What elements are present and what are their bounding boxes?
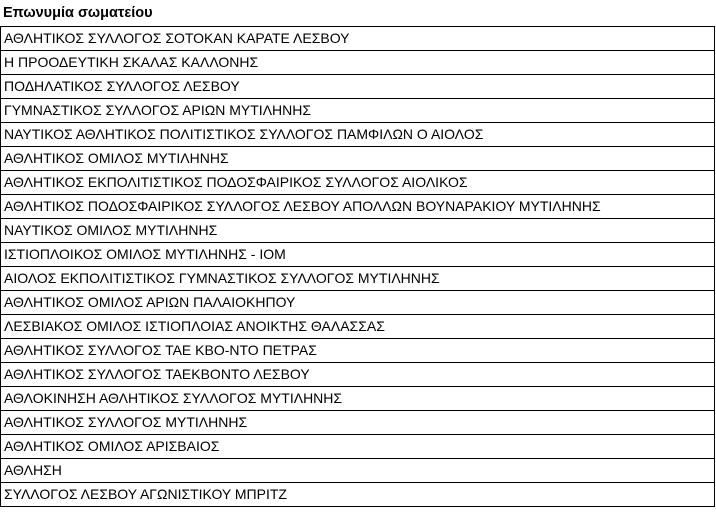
club-name-cell[interactable]: ΑΘΛΗΤΙΚΟΣ ΟΜΙΛΟΣ ΑΡΙΣΒΑΙΟΣ [1,435,715,459]
table-row [1,123,715,147]
clubs-table-body [1,27,715,507]
club-name-cell[interactable]: ΑΘΛΟΚΙΝΗΣΗ ΑΘΛΗΤΙΚΟΣ ΣΥΛΛΟΓΟΣ ΜΥΤΙΛΗΝΗΣ [1,387,715,411]
table-row [1,387,715,411]
club-name-cell[interactable]: ΑΙΟΛΟΣ ΕΚΠΟΛΙΤΙΣΤΙΚΟΣ ΓΥΜΝΑΣΤΙΚΟΣ ΣΥΛΛΟΓΟΣ ΜΥΤΙΛΗΝΗΣ [1,267,715,291]
table-row [1,219,715,243]
club-name-cell[interactable]: ΛΕΣΒΙΑΚΟΣ ΟΜΙΛΟΣ ΙΣΤΙΟΠΛΟΙΑΣ ΑΝΟΙΚΤΗΣ ΘΑΛΑΣΣΑΣ [1,315,715,339]
club-name-cell[interactable]: ΙΣΤΙΟΠΛΟΙΚΟΣ ΟΜΙΛΟΣ ΜΥΤΙΛΗΝΗΣ - ΙΟΜ [1,243,715,267]
club-name-cell[interactable]: ΓΥΜΝΑΣΤΙΚΟΣ ΣΥΛΛΟΓΟΣ ΑΡΙΩΝ ΜΥΤΙΛΗΝΗΣ [1,99,715,123]
table-row [1,267,715,291]
table-row [1,291,715,315]
club-name-cell[interactable]: ΑΘΛΗΤΙΚΟΣ ΟΜΙΛΟΣ ΜΥΤΙΛΗΝΗΣ [1,147,715,171]
table-row [1,51,715,75]
club-name-cell[interactable]: ΑΘΛΗΤΙΚΟΣ ΠΟΔΟΣΦΑΙΡΙΚΟΣ ΣΥΛΛΟΓΟΣ ΛΕΣΒΟΥ ΑΠΟΛΛΩΝ ΒΟΥΝΑΡΑΚΙΟΥ ΜΥΤΙΛΗΝΗΣ [1,195,715,219]
club-name-cell[interactable]: Η ΠΡΟΟΔΕΥΤΙΚΗ ΣΚΑΛΑΣ ΚΑΛΛΟΝΗΣ [1,51,715,75]
club-name-cell[interactable]: ΑΘΛΗΤΙΚΟΣ ΣΥΛΛΟΓΟΣ ΣΟΤΟΚΑΝ ΚΑΡΑΤΕ ΛΕΣΒΟΥ [1,27,715,51]
table-row [1,483,715,507]
club-name-cell[interactable]: ΑΘΛΗΤΙΚΟΣ ΣΥΛΛΟΓΟΣ ΜΥΤΙΛΗΝΗΣ [1,411,715,435]
table-row [1,363,715,387]
club-name-cell[interactable]: ΑΘΛΗΤΙΚΟΣ ΣΥΛΛΟΓΟΣ ΤΑΕ ΚΒΟ-ΝΤΟ ΠΕΤΡΑΣ [1,339,715,363]
table-row [1,75,715,99]
table-row [1,99,715,123]
club-name-cell[interactable]: ΠΟΔΗΛΑΤΙΚΟΣ ΣΥΛΛΟΓΟΣ ΛΕΣΒΟΥ [1,75,715,99]
club-name-cell[interactable]: ΑΘΛΗΤΙΚΟΣ ΕΚΠΟΛΙΤΙΣΤΙΚΟΣ ΠΟΔΟΣΦΑΙΡΙΚΟΣ ΣΥΛΛΟΓΟΣ ΑΙΟΛΙΚΟΣ [1,171,715,195]
table-row [1,27,715,51]
club-name-cell[interactable]: ΝΑΥΤΙΚΟΣ ΑΘΛΗΤΙΚΟΣ ΠΟΛΙΤΙΣΤΙΚΟΣ ΣΥΛΛΟΓΟΣ ΠΑΜΦΙΛΩΝ Ο ΑΙΟΛΟΣ [1,123,715,147]
club-name-cell[interactable]: ΑΘΛΗΤΙΚΟΣ ΟΜΙΛΟΣ ΑΡΙΩΝ ΠΑΛΑΙΟΚΗΠΟΥ [1,291,715,315]
club-name-cell[interactable]: ΑΘΛΗΣΗ [1,459,715,483]
club-name-cell[interactable]: ΝΑΥΤΙΚΟΣ ΟΜΙΛΟΣ ΜΥΤΙΛΗΝΗΣ [1,219,715,243]
table-row [1,195,715,219]
table-row [1,315,715,339]
table-row [1,339,715,363]
table-row [1,435,715,459]
column-header[interactable]: Επωνυμία σωματείου [3,5,153,21]
table-row [1,243,715,267]
table-row [1,411,715,435]
table-row [1,147,715,171]
clubs-table [0,26,715,507]
club-name-cell[interactable]: ΑΘΛΗΤΙΚΟΣ ΣΥΛΛΟΓΟΣ ΤΑΕΚΒΟΝΤΟ ΛΕΣΒΟΥ [1,363,715,387]
club-name-cell[interactable]: ΣΥΛΛΟΓΟΣ ΛΕΣΒΟΥ ΑΓΩΝΙΣΤΙΚΟΥ ΜΠΡΙΤΖ [1,483,715,507]
table-row [1,171,715,195]
table-row [1,459,715,483]
